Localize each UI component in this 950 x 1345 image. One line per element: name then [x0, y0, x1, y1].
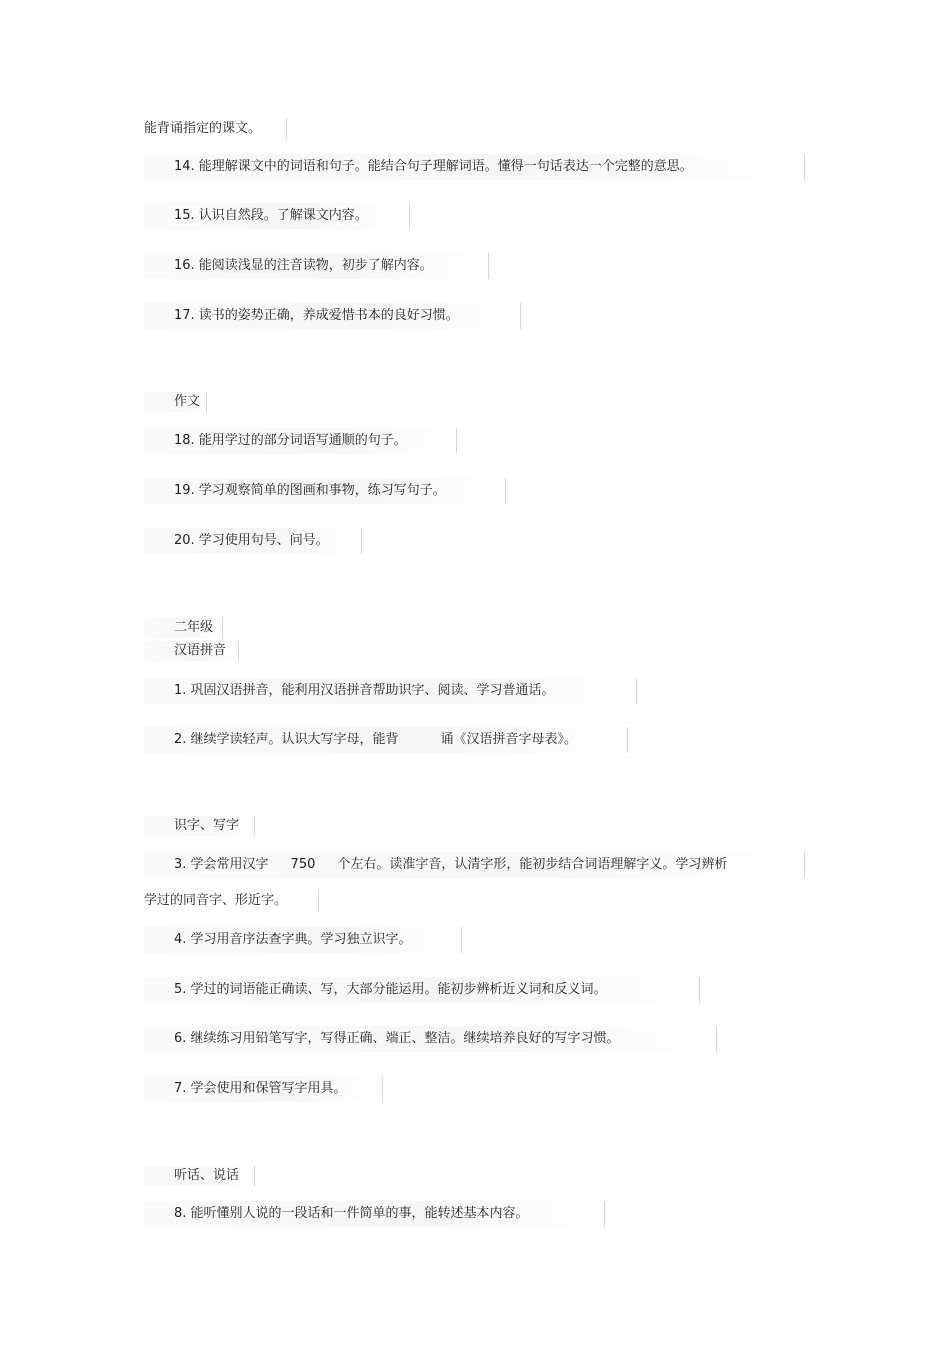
grade-heading: 二年级	[144, 618, 223, 638]
list-item: 1. 巩固汉语拼音，能利用汉语拼音帮助识字、阅读、学习普通话。	[144, 678, 637, 704]
text-line: 学过的同音字、形近字。	[144, 890, 319, 912]
text-line: 能背诵指定的课文。	[144, 118, 287, 140]
list-item: 17. 读书的姿势正确，养成爱惜书本的良好习惯。	[144, 303, 521, 329]
list-item: 18. 能用学过的部分词语写通顺的句子。	[144, 428, 457, 454]
list-item: 6. 继续练习用铅笔写字，写得正确、端正、整洁。继续培养良好的写字习惯。	[144, 1026, 717, 1052]
section-heading: 汉语拼音	[144, 641, 239, 661]
list-item: 14. 能理解课文中的词语和句子。能结合句子理解词语。懂得一句话表达一个完整的意思。	[144, 154, 805, 180]
list-item: 16. 能阅读浅显的注音读物，初步了解内容。	[144, 253, 489, 279]
section-heading: 作文	[144, 392, 207, 412]
list-item: 5. 学过的词语能正确读、写，大部分能运用。能初步辨析近义词和反义词。	[144, 977, 700, 1003]
list-item: 2. 继续学读轻声。认识大写字母，能背 诵《汉语拼音字母表》。	[144, 727, 628, 753]
list-item: 3. 学会常用汉字 750 个左右。读准字音，认清字形，能初步结合词语理解字义。学习辨析	[144, 852, 805, 878]
list-item: 7. 学会使用和保管写字用具。	[144, 1076, 383, 1102]
list-item: 20. 学习使用句号、问号。	[144, 528, 362, 554]
section-heading: 识字、写字	[144, 816, 255, 836]
list-item: 4. 学习用音序法查字典。学习独立识字。	[144, 927, 462, 953]
list-item: 15. 认识自然段。了解课文内容。	[144, 203, 410, 229]
section-heading: 听话、说话	[144, 1166, 255, 1186]
list-item: 8. 能听懂别人说的一段话和一件简单的事，能转述基本内容。	[144, 1201, 605, 1227]
list-item: 19. 学习观察简单的图画和事物，练习写句子。	[144, 478, 506, 504]
